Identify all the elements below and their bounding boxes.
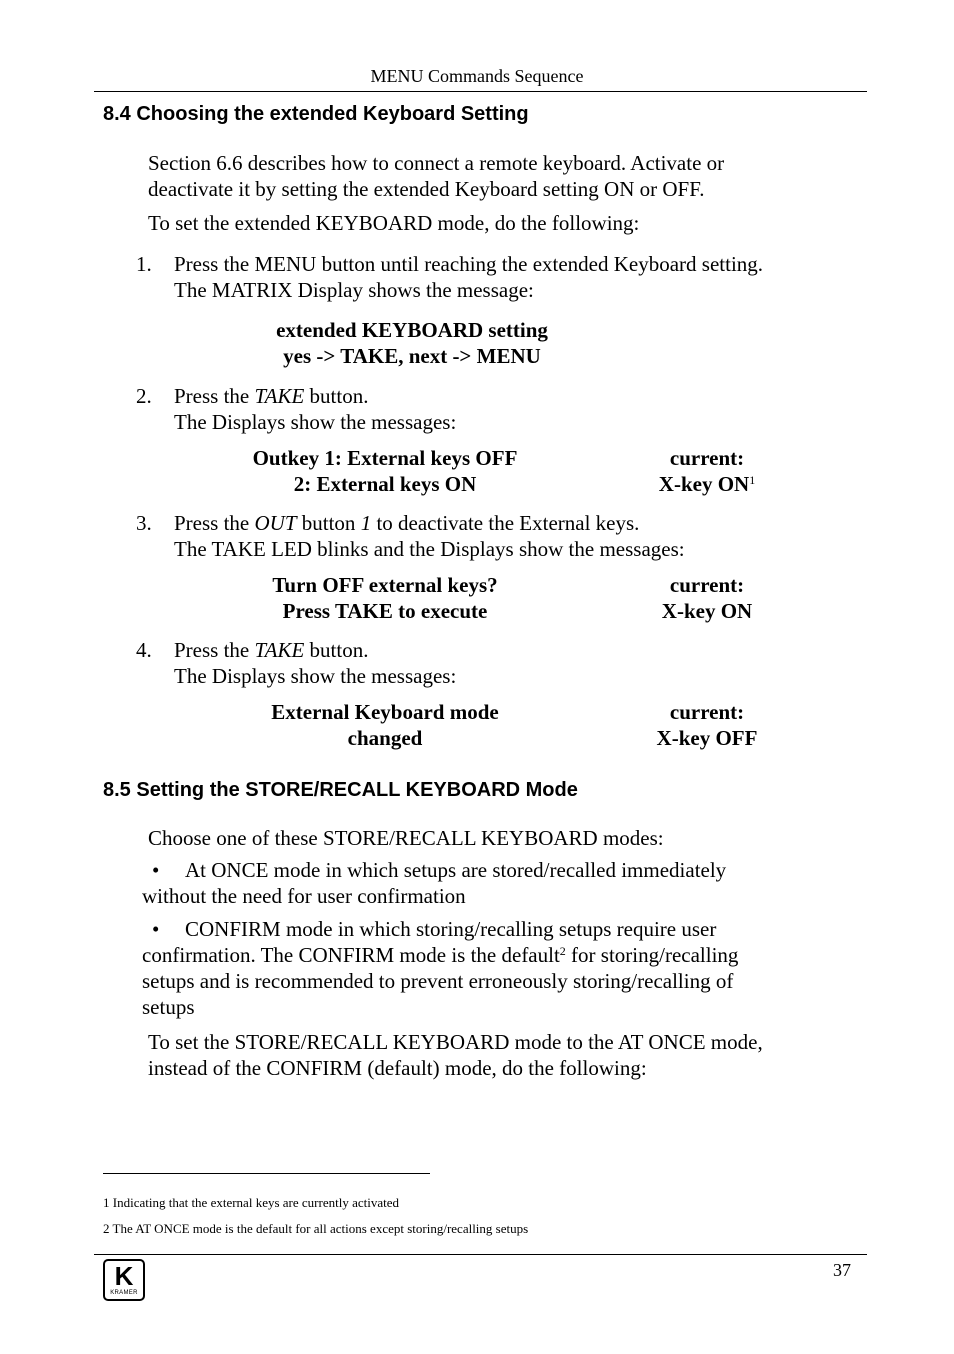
step-line: The Displays show the messages: — [174, 410, 457, 434]
display-line: changed — [347, 726, 423, 750]
bullet-line: • CONFIRM mode in which storing/recalling setups require user — [142, 916, 842, 942]
footnote-ref: 1 — [749, 473, 756, 487]
lead-paragraph: Choose one of these STORE/RECALL KEYBOARD modes: — [148, 826, 664, 850]
display-line: Turn OFF external keys? — [272, 573, 498, 597]
step-line: The MATRIX Display shows the message: — [174, 278, 534, 302]
display-right-message — [622, 572, 792, 624]
display-right-message — [622, 445, 792, 497]
display-line: X-key ON — [661, 599, 753, 623]
display-line: 2: External keys ON — [293, 472, 477, 496]
bullet-line: setups — [142, 995, 195, 1019]
bullet-item — [142, 916, 842, 1020]
logo-letter: K — [114, 1261, 134, 1291]
header-rule — [94, 91, 867, 92]
display-line: current: — [669, 573, 745, 597]
page-number: 37 — [833, 1260, 851, 1280]
footnote-rule — [103, 1173, 430, 1174]
display-left-message — [230, 699, 540, 751]
step-line: The TAKE LED blinks and the Displays show the messages: — [174, 537, 685, 561]
footnote: 2 The AT ONCE mode is the default for all actions except storing/recalling setups — [103, 1221, 529, 1236]
section-heading-8-5: 8.5 Setting the STORE/RECALL KEYBOARD Mode — [103, 779, 578, 801]
display-line: extended KEYBOARD setting — [276, 318, 548, 342]
logo-text: KRAMER — [110, 1290, 138, 1296]
display-line: Press TAKE to execute — [282, 599, 488, 623]
footnote: 1 Indicating that the external keys are currently activated — [103, 1195, 399, 1210]
display-left-message — [230, 445, 540, 497]
display-line: X-key $ON^1$ — [658, 472, 756, 496]
step-number: 2. — [136, 384, 152, 408]
intro-paragraph — [148, 150, 724, 202]
step-text — [174, 383, 456, 435]
display-line: current: — [669, 446, 745, 470]
display-line: Outkey 1: External keys OFF — [252, 446, 518, 470]
step-number: 1. — [136, 252, 152, 276]
step-line: Press the TAKE button. — [174, 638, 369, 662]
step-text — [174, 637, 456, 689]
matrix-display-message — [212, 317, 612, 369]
display-line: current: — [669, 700, 745, 724]
section-heading-8-4: 8.4 Choosing the extended Keyboard Setting — [103, 103, 529, 125]
closing-paragraph — [148, 1029, 763, 1081]
display-line: External Keyboard mode — [271, 700, 499, 724]
bullet-item — [142, 857, 842, 909]
bullet-icon: • — [152, 917, 160, 941]
display-left-message — [230, 572, 540, 624]
lead-paragraph: To set the extended KEYBOARD mode, do the following: — [148, 211, 640, 235]
step-line: The Displays show the messages: — [174, 664, 457, 688]
display-right-message — [622, 699, 792, 751]
bullet-line: confirmation. The CONFIRM mode is the default$^2$ for storing/recalling — [142, 943, 739, 967]
bullet-icon: • — [152, 858, 160, 882]
intro-line: deactivate it by setting the extended Keyboard setting ON or OFF. — [148, 177, 705, 201]
running-header: MENU Commands Sequence — [370, 66, 584, 86]
step-text — [174, 251, 763, 303]
step-text — [174, 510, 685, 562]
display-line: X-key OFF — [656, 726, 758, 750]
display-line: yes -> TAKE, next -> MENU — [283, 344, 541, 368]
bullet-line: • At ONCE mode in which setups are stored/recalled immediately — [142, 857, 842, 883]
kramer-logo — [103, 1259, 145, 1301]
bullet-line: without the need for user confirmation — [142, 884, 466, 908]
step-line: Press the OUT button 1 to deactivate the External keys. — [174, 511, 640, 535]
step-number: 3. — [136, 511, 152, 535]
closing-line: instead of the CONFIRM (default) mode, do the following: — [148, 1056, 647, 1080]
step-line: Press the MENU button until reaching the extended Keyboard setting. — [174, 252, 764, 276]
intro-line: Section 6.6 describes how to connect a remote keyboard. Activate or — [148, 151, 725, 175]
step-line: Press the TAKE button. — [174, 384, 369, 408]
bullet-line: setups and is recommended to prevent erroneously storing/recalling of — [142, 969, 734, 993]
closing-line: To set the STORE/RECALL KEYBOARD mode to the AT ONCE mode, — [148, 1030, 763, 1054]
footer-rule — [94, 1254, 867, 1255]
footnote-ref: 2 — [559, 944, 566, 958]
step-number: 4. — [136, 638, 152, 662]
